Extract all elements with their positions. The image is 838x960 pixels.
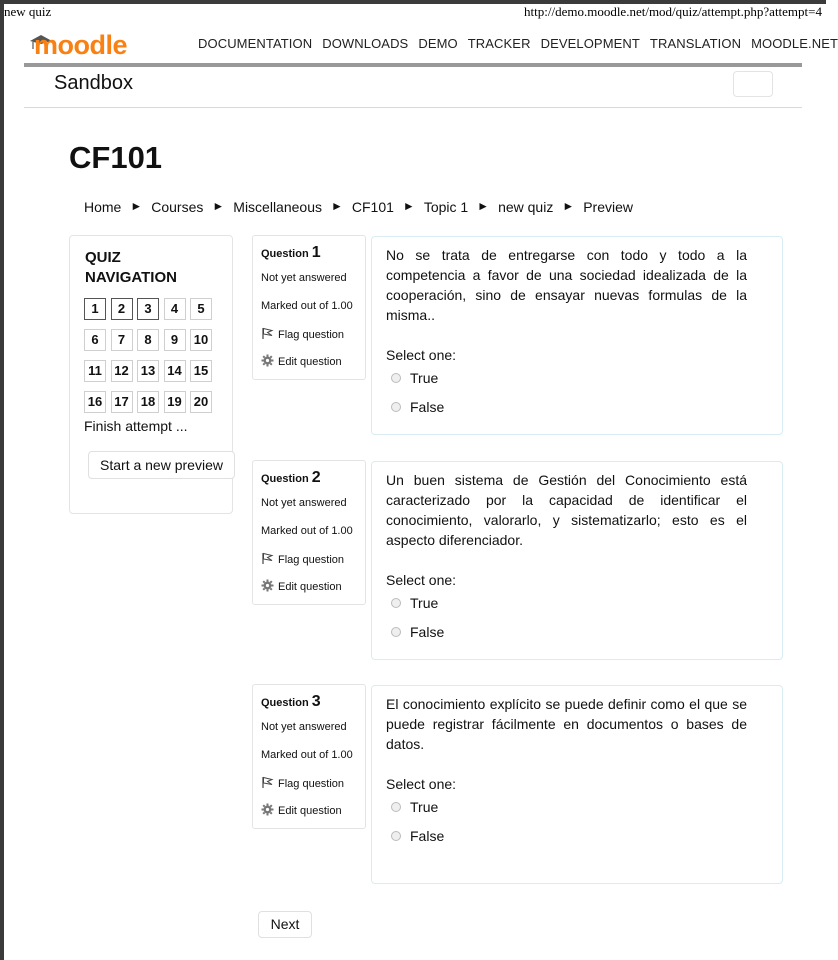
radio-button[interactable] xyxy=(391,802,401,812)
answer-option-label: True xyxy=(410,370,439,386)
select-one-prompt: Select one: xyxy=(386,776,457,792)
breadcrumb-item[interactable]: Preview xyxy=(583,199,634,215)
question-number xyxy=(261,469,321,487)
breadcrumb-separator-icon: ► xyxy=(477,199,490,213)
question-number-value: 2 xyxy=(311,469,321,486)
edit-question-label: Edit question xyxy=(278,805,342,817)
quiz-nav-button[interactable]: 17 xyxy=(111,391,133,413)
answer-option-label: False xyxy=(410,828,445,844)
question-text: Un buen sistema de Gestión del Conocimiento está caracterizado por la capacidad de identificar el conocimiento, valorarlo, y sistematizarlo; esto es el aspecto diferenciador. xyxy=(386,472,747,548)
quiz-nav-button[interactable]: 1 xyxy=(84,298,106,320)
question-status: Not yet answered xyxy=(261,721,347,733)
answer-option-label: False xyxy=(410,399,445,415)
question-info-panel xyxy=(252,235,366,380)
flag-question-link[interactable] xyxy=(261,327,344,343)
question-marks: Marked out of 1.00 xyxy=(261,749,353,761)
window-left-border xyxy=(0,0,4,960)
edit-question-link[interactable] xyxy=(261,803,342,819)
flag-icon xyxy=(261,327,274,343)
question-label: Question xyxy=(261,697,309,709)
answer-option-false[interactable] xyxy=(391,828,444,844)
quiz-nav-button[interactable]: 14 xyxy=(164,360,186,382)
breadcrumb-separator-icon: ► xyxy=(331,199,343,213)
quiz-nav-button[interactable]: 9 xyxy=(164,329,186,351)
quiz-nav-button[interactable]: 12 xyxy=(111,360,133,382)
breadcrumb-separator-icon: ► xyxy=(130,199,143,213)
gear-icon xyxy=(261,803,274,819)
course-title: CF101 xyxy=(69,140,163,175)
moodle-logo-text: moodle xyxy=(34,30,128,60)
question-content-box xyxy=(371,461,783,660)
print-page-title: new quiz xyxy=(4,4,52,19)
site-name[interactable]: Sandbox xyxy=(54,72,133,94)
question-info-panel xyxy=(252,684,366,829)
quiz-nav-button[interactable]: 6 xyxy=(84,329,106,351)
breadcrumb-item[interactable]: new quiz xyxy=(498,199,554,215)
edit-question-link[interactable] xyxy=(261,579,342,595)
next-button[interactable]: Next xyxy=(258,911,312,938)
topnav-item-moodle-net[interactable]: MOODLE.NET xyxy=(751,36,838,51)
question-status: Not yet answered xyxy=(261,497,347,509)
quiz-nav-button[interactable]: 16 xyxy=(84,391,106,413)
radio-button[interactable] xyxy=(391,598,401,608)
topnav-item-tracker[interactable]: TRACKER xyxy=(467,36,531,51)
quiz-nav-button[interactable]: 8 xyxy=(137,329,159,351)
answer-option-true[interactable] xyxy=(391,370,438,386)
topnav-item-downloads[interactable]: DOWNLOADS xyxy=(322,36,409,51)
select-one-prompt: Select one: xyxy=(386,347,457,363)
header-menu-button[interactable] xyxy=(733,71,773,97)
radio-button[interactable] xyxy=(391,373,401,383)
flag-question-link[interactable] xyxy=(261,552,344,568)
quiz-nav-button[interactable]: 10 xyxy=(190,329,212,351)
select-one-prompt: Select one: xyxy=(386,572,457,588)
radio-button[interactable] xyxy=(391,627,401,637)
answer-option-label: False xyxy=(410,624,445,640)
quiz-nav-button[interactable]: 7 xyxy=(111,329,133,351)
breadcrumb-item[interactable]: Topic 1 xyxy=(423,199,469,215)
question-number xyxy=(261,693,321,711)
question-marks: Marked out of 1.00 xyxy=(261,300,353,312)
breadcrumb-item[interactable]: Courses xyxy=(151,199,204,215)
moodle-logo[interactable] xyxy=(28,28,128,60)
topnav-item-demo[interactable]: DEMO xyxy=(418,36,458,51)
answer-option-true[interactable] xyxy=(391,799,438,815)
answer-option-false[interactable] xyxy=(391,624,444,640)
radio-button[interactable] xyxy=(391,402,401,412)
breadcrumb-item[interactable]: Home xyxy=(84,199,122,215)
gear-icon xyxy=(261,579,274,595)
quiz-nav-button[interactable]: 11 xyxy=(84,360,106,382)
breadcrumb-separator-icon: ► xyxy=(402,199,415,213)
quiz-nav-button[interactable]: 20 xyxy=(190,391,212,413)
answer-option-label: True xyxy=(410,799,439,815)
flag-icon xyxy=(261,776,274,792)
question-label: Question xyxy=(261,248,309,260)
edit-question-label: Edit question xyxy=(278,356,342,368)
topnav-item-translation[interactable]: TRANSLATION xyxy=(649,36,742,51)
question-label: Question xyxy=(261,473,309,485)
top-navigation xyxy=(198,36,838,51)
header-divider xyxy=(24,63,802,67)
breadcrumb xyxy=(84,199,633,215)
breadcrumb-separator-icon: ► xyxy=(562,199,575,213)
quiz-nav-button[interactable]: 5 xyxy=(190,298,212,320)
question-text: El conocimiento explícito se puede definir como el que se puede registrar fácilmente en documentos o bases de datos. xyxy=(386,696,747,752)
edit-question-link[interactable] xyxy=(261,354,342,370)
quiz-navigation-title: QUIZ NAVIGATION xyxy=(85,249,177,286)
question-text: No se trata de entregarse con todo y todo a la competencia a favor de una sociedad idealizada de la cooperación, sino de ensayar nuevas formulas de la misma.. xyxy=(386,247,747,323)
quiz-nav-button[interactable]: 2 xyxy=(111,298,133,320)
flag-icon xyxy=(261,552,274,568)
topnav-item-documentation[interactable]: DOCUMENTATION xyxy=(198,36,313,51)
answer-option-true[interactable] xyxy=(391,595,438,611)
quiz-nav-button[interactable]: 18 xyxy=(137,391,159,413)
quiz-nav-button[interactable]: 13 xyxy=(137,360,159,382)
finish-attempt-link[interactable]: Finish attempt ... xyxy=(84,418,188,434)
answer-option-label: True xyxy=(410,595,439,611)
question-marks: Marked out of 1.00 xyxy=(261,525,353,537)
question-content-box xyxy=(371,236,783,435)
question-status: Not yet answered xyxy=(261,272,347,284)
flag-question-link[interactable] xyxy=(261,776,344,792)
edit-question-label: Edit question xyxy=(278,581,342,593)
topnav-item-development[interactable]: DEVELOPMENT xyxy=(540,36,640,51)
quiz-navigation-grid xyxy=(84,298,212,413)
quiz-nav-button[interactable]: 19 xyxy=(164,391,186,413)
quiz-nav-button[interactable]: 3 xyxy=(137,298,159,320)
radio-button[interactable] xyxy=(391,831,401,841)
header-separator xyxy=(24,107,802,108)
flag-question-label: Flag question xyxy=(278,778,345,790)
question-number-value: 1 xyxy=(311,244,321,261)
gear-icon xyxy=(261,354,274,370)
flag-question-label: Flag question xyxy=(278,329,345,341)
breadcrumb-item[interactable]: Miscellaneous xyxy=(233,199,322,215)
answer-option-false[interactable] xyxy=(391,399,444,415)
breadcrumb-separator-icon: ► xyxy=(212,199,225,213)
quiz-nav-button[interactable]: 15 xyxy=(190,360,212,382)
breadcrumb-item[interactable]: CF101 xyxy=(351,199,394,215)
flag-question-label: Flag question xyxy=(278,554,345,566)
start-new-preview-button[interactable]: Start a new preview xyxy=(88,451,235,479)
question-number xyxy=(261,244,321,262)
question-number-value: 3 xyxy=(311,693,321,710)
quiz-nav-button[interactable]: 4 xyxy=(164,298,186,320)
question-content-box xyxy=(371,685,783,884)
print-page-url: http://demo.moodle.net/mod/quiz/attempt.php?attempt=4 xyxy=(524,4,822,19)
question-info-panel xyxy=(252,460,366,605)
